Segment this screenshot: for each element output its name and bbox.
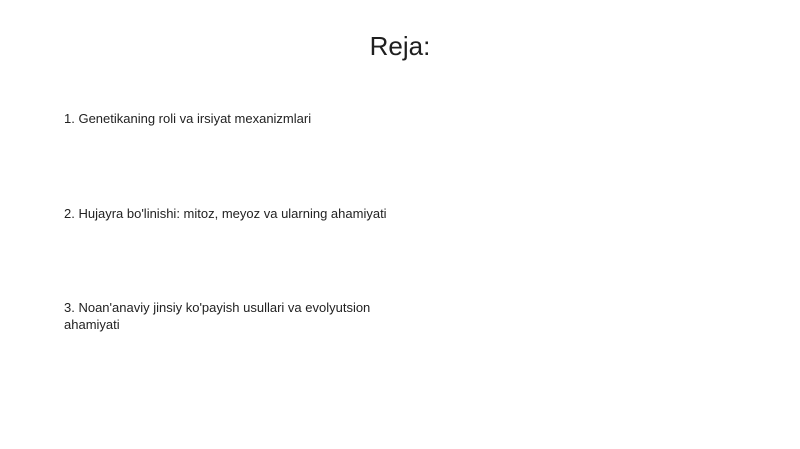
plan-item-1: 1. Genetikaning roli va irsiyat mexanizmlari bbox=[64, 111, 312, 126]
plan-item-3: 3. Noan'anaviy jinsiy ko'payish usullari va evolyutsion ahamiyati bbox=[64, 300, 371, 332]
slide-title: Reja: bbox=[369, 31, 431, 61]
plan-item-2: 2. Hujayra bo'linishi: mitoz, meyoz va ularning ahamiyati bbox=[64, 206, 387, 221]
